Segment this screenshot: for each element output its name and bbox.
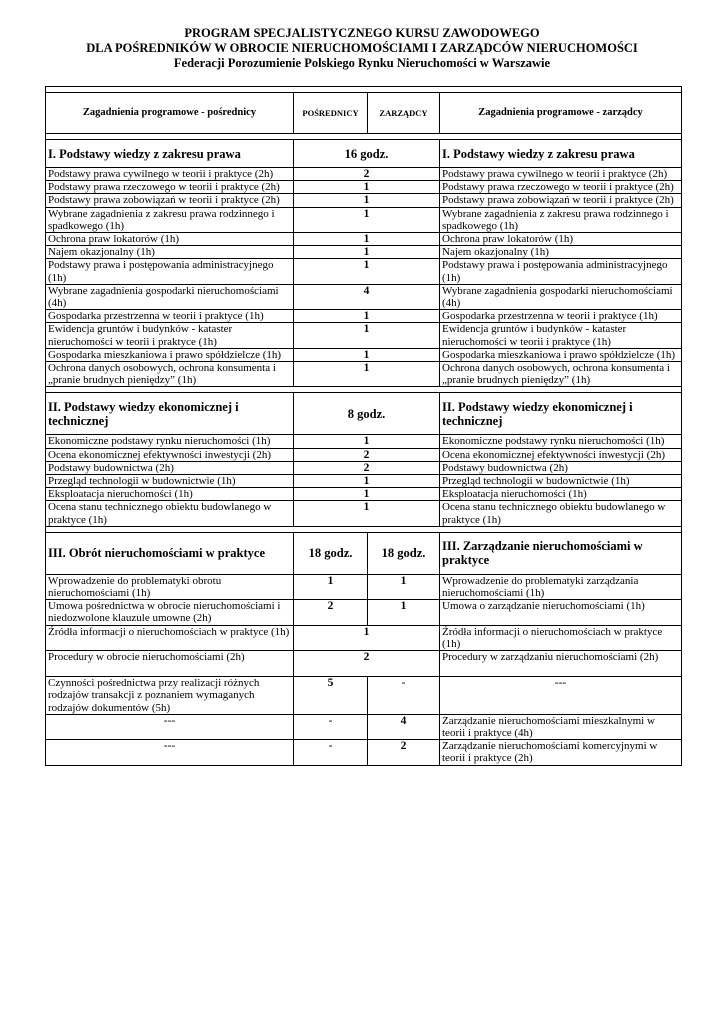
section-title-left: II. Podstawy wiedzy ekonomicznej i technicznej (46, 393, 294, 435)
hours-cell: 1 (294, 181, 440, 194)
topic-right: Źródła informacji o nieruchomościach w praktyce (1h) (440, 625, 682, 650)
topic-right: Gospodarka przestrzenna w teorii i praktyce (1h) (440, 310, 682, 323)
topic-left: Ewidencja gruntów i budynków - kataster nieruchomości w teorii i praktyce (1h) (46, 323, 294, 348)
hours-zarzadcy: 1 (368, 574, 440, 599)
topic-left: Umowa pośrednictwa w obrocie nieruchomościami i niedozwolone klauzule umowne (2h) (46, 600, 294, 625)
topic-left: Źródła informacji o nieruchomościach w praktyce (1h) (46, 625, 294, 650)
hours-cell: 1 (294, 435, 440, 448)
table-row (46, 600, 682, 625)
topic-right: Umowa o zarządzanie nieruchomościami (1h) (440, 600, 682, 625)
table-row (46, 194, 682, 207)
topic-left: Procedury w obrocie nieruchomościami (2h) (46, 651, 294, 677)
table-row (46, 284, 682, 309)
topic-left: Ocena stanu technicznego obiektu budowlanego w praktyce (1h) (46, 501, 294, 526)
topic-left: Gospodarka mieszkaniowa i prawo spółdzielcze (1h) (46, 348, 294, 361)
topic-right: Ocena stanu technicznego obiektu budowlanego w praktyce (1h) (440, 501, 682, 526)
hours-cell: 2 (294, 448, 440, 461)
hours-zarzadcy: 2 (368, 740, 440, 765)
topic-left: --- (46, 714, 294, 739)
topic-left: Podstawy prawa zobowiązań w teorii i praktyce (2h) (46, 194, 294, 207)
hours-zarzadcy: 4 (368, 714, 440, 739)
topic-right: Ochrona praw lokatorów (1h) (440, 233, 682, 246)
topic-left: Czynności pośrednictwa przy realizacji różnych rodzajów transakcji z poznaniem wymaganych rodzajów dokumentów (5h) (46, 677, 294, 715)
topic-left: Wybrane zagadnienia gospodarki nieruchomościami (4h) (46, 284, 294, 309)
column-header-posrednicy: POŚREDNICY (294, 93, 368, 134)
table-row (46, 259, 682, 284)
table-row (46, 677, 682, 715)
topic-left: Podstawy prawa i postępowania administracyjnego (1h) (46, 259, 294, 284)
hours-cell: 1 (294, 246, 440, 259)
section-title-right: I. Podstawy wiedzy z zakresu prawa (440, 140, 682, 168)
table-row (46, 625, 682, 650)
table-row (46, 207, 682, 232)
topic-left: Wprowadzenie do problematyki obrotu nieruchomościami (1h) (46, 574, 294, 599)
section-hours: 16 godz. (294, 140, 440, 168)
hours-posrednicy: - (294, 714, 368, 739)
hours-posrednicy: 5 (294, 677, 368, 715)
table-row (46, 714, 682, 739)
hours-cell: 2 (294, 651, 440, 677)
table-row (46, 323, 682, 348)
section-hours: 8 godz. (294, 393, 440, 435)
topic-right: Eksploatacja nieruchomości (1h) (440, 488, 682, 501)
table-row (46, 651, 682, 677)
table-row (46, 233, 682, 246)
hours-cell: 4 (294, 284, 440, 309)
topic-right: Ochrona danych osobowych, ochrona konsumenta i „pranie brudnych pieniędzy” (1h) (440, 362, 682, 387)
hours-cell: 2 (294, 168, 440, 181)
table-row (46, 501, 682, 526)
section-row (46, 140, 682, 168)
hours-posrednicy: - (294, 740, 368, 765)
hours-cell: 1 (294, 362, 440, 387)
topic-right: Podstawy prawa i postępowania administracyjnego (1h) (440, 259, 682, 284)
table-row (46, 181, 682, 194)
topic-left: --- (46, 740, 294, 765)
topic-right: Wybrane zagadnienia gospodarki nieruchomościami (4h) (440, 284, 682, 309)
topic-left: Gospodarka przestrzenna w teorii i praktyce (1h) (46, 310, 294, 323)
topic-right: Ocena ekonomicznej efektywności inwestycji (2h) (440, 448, 682, 461)
column-header-zarzadcy: ZARZĄDCY (368, 93, 440, 134)
table-header-row (46, 93, 682, 134)
topic-left: Ocena ekonomicznej efektywności inwestycji (2h) (46, 448, 294, 461)
topic-right: Ewidencja gruntów i budynków - kataster nieruchomości w teorii i praktyce (1h) (440, 323, 682, 348)
topic-right: Najem okazjonalny (1h) (440, 246, 682, 259)
table-row (46, 475, 682, 488)
topic-left: Eksploatacja nieruchomości (1h) (46, 488, 294, 501)
topic-left: Ekonomiczne podstawy rynku nieruchomości (1h) (46, 435, 294, 448)
column-header-zarzadcy-topics: Zagadnienia programowe - zarządcy (440, 93, 682, 134)
table-row (46, 246, 682, 259)
hours-cell: 1 (294, 348, 440, 361)
section-hours-zarzadcy: 18 godz. (368, 532, 440, 574)
hours-cell: 1 (294, 488, 440, 501)
section-title-left: III. Obrót nieruchomościami w praktyce (46, 532, 294, 574)
table-row (46, 362, 682, 387)
section-title-right: II. Podstawy wiedzy ekonomicznej i technicznej (440, 393, 682, 435)
topic-right: Przegląd technologii w budownictwie (1h) (440, 475, 682, 488)
topic-left: Ochrona danych osobowych, ochrona konsumenta i „pranie brudnych pieniędzy” (1h) (46, 362, 294, 387)
table-row (46, 461, 682, 474)
topic-right: Zarządzanie nieruchomościami komercyjnymi w teorii i praktyce (2h) (440, 740, 682, 765)
hours-cell: 1 (294, 259, 440, 284)
topic-right: Zarządzanie nieruchomościami mieszkalnymi w teorii i praktyce (4h) (440, 714, 682, 739)
section-row (46, 532, 682, 574)
table-row (46, 574, 682, 599)
hours-cell: 1 (294, 207, 440, 232)
hours-zarzadcy: - (368, 677, 440, 715)
table-row (46, 740, 682, 765)
topic-right: Podstawy prawa rzeczowego w teorii i praktyce (2h) (440, 181, 682, 194)
section-hours-posrednicy: 18 godz. (294, 532, 368, 574)
topic-left: Podstawy prawa cywilnego w teorii i praktyce (2h) (46, 168, 294, 181)
topic-right: Podstawy prawa cywilnego w teorii i praktyce (2h) (440, 168, 682, 181)
topic-left: Podstawy budownictwa (2h) (46, 461, 294, 474)
topic-left: Najem okazjonalny (1h) (46, 246, 294, 259)
hours-cell: 1 (294, 475, 440, 488)
topic-right: Podstawy prawa zobowiązań w teorii i praktyce (2h) (440, 194, 682, 207)
topic-right: Wybrane zagadnienia z zakresu prawa rodzinnego i spadkowego (1h) (440, 207, 682, 232)
section-title-left: I. Podstawy wiedzy z zakresu prawa (46, 140, 294, 168)
document-organization: Federacji Porozumienie Polskiego Rynku Nieruchomości w Warszawie (173, 56, 551, 70)
hours-zarzadcy: 1 (368, 600, 440, 625)
hours-posrednicy: 2 (294, 600, 368, 625)
column-header-posrednicy-topics: Zagadnienia programowe - pośrednicy (46, 93, 294, 134)
program-table (45, 86, 682, 766)
table-row (46, 310, 682, 323)
hours-cell: 2 (294, 461, 440, 474)
topic-right: Procedury w zarządzaniu nieruchomościami (2h) (440, 651, 682, 677)
table-row (46, 435, 682, 448)
table-row (46, 488, 682, 501)
topic-left: Wybrane zagadnienia z zakresu prawa rodzinnego i spadkowego (1h) (46, 207, 294, 232)
section-row (46, 393, 682, 435)
hours-cell: 1 (294, 323, 440, 348)
topic-right: Podstawy budownictwa (2h) (440, 461, 682, 474)
topic-right: --- (440, 677, 682, 715)
topic-right: Gospodarka mieszkaniowa i prawo spółdzielcze (1h) (440, 348, 682, 361)
topic-left: Ochrona praw lokatorów (1h) (46, 233, 294, 246)
table-row (46, 348, 682, 361)
topic-right: Ekonomiczne podstawy rynku nieruchomości (1h) (440, 435, 682, 448)
hours-cell: 1 (294, 233, 440, 246)
hours-cell: 1 (294, 625, 440, 650)
hours-cell: 1 (294, 310, 440, 323)
table-row (46, 168, 682, 181)
section-title-right: III. Zarządzanie nieruchomościami w praktyce (440, 532, 682, 574)
hours-cell: 1 (294, 501, 440, 526)
document-title: PROGRAM SPECJALISTYCZNEGO KURSU ZAWODOWEGO (184, 26, 540, 40)
hours-posrednicy: 1 (294, 574, 368, 599)
table-row (46, 448, 682, 461)
document-subtitle: DLA POŚREDNIKÓW W OBROCIE NIERUCHOMOŚCIAMI I ZARZĄDCÓW NIERUCHOMOŚCI (86, 41, 638, 55)
topic-right: Wprowadzenie do problematyki zarządzania nieruchomościami (1h) (440, 574, 682, 599)
hours-cell: 1 (294, 194, 440, 207)
topic-left: Podstawy prawa rzeczowego w teorii i praktyce (2h) (46, 181, 294, 194)
topic-left: Przegląd technologii w budownictwie (1h) (46, 475, 294, 488)
